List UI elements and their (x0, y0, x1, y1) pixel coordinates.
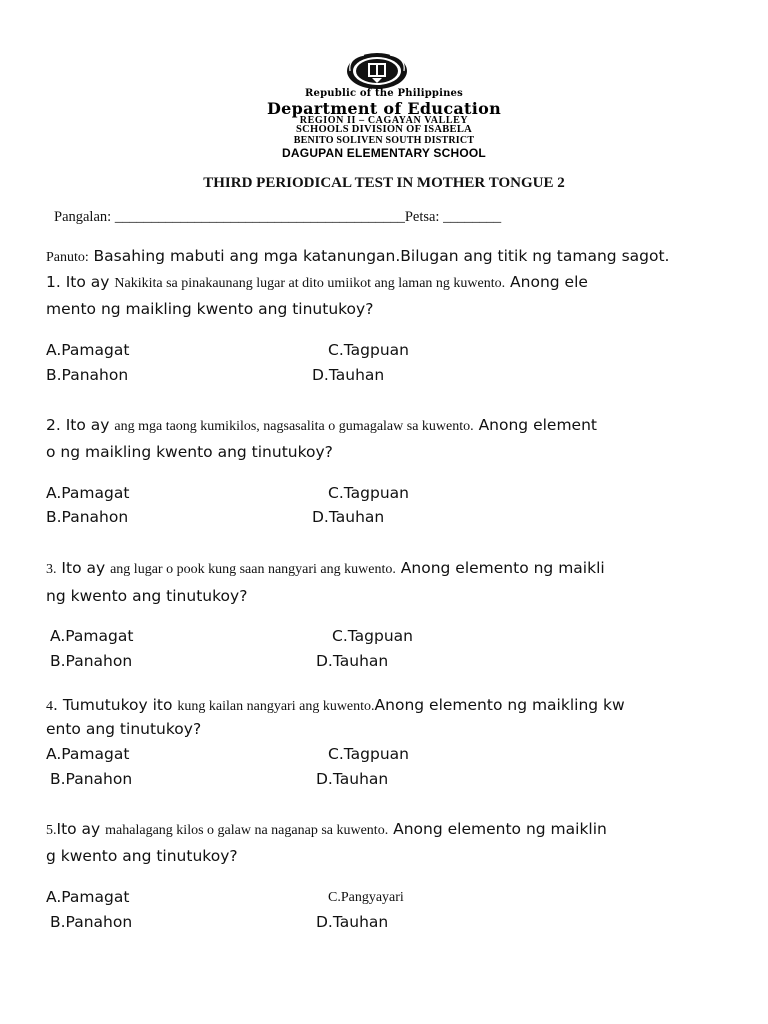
header-school: DAGUPAN ELEMENTARY SCHOOL (282, 146, 486, 160)
q4-option-d[interactable]: D.Tauhan (316, 770, 389, 788)
name-blank[interactable]: ________________________________________ (114, 209, 405, 225)
q3-option-d[interactable]: D.Tauhan (316, 652, 389, 670)
q5-option-a[interactable]: A.Pamagat (46, 888, 130, 906)
q1-option-b[interactable]: B.Panahon (46, 366, 129, 384)
header-department: Department of Education (266, 99, 502, 118)
name-date-line (54, 209, 501, 226)
header-republic: Republic of the Philippines (305, 88, 463, 99)
question-3-line-2: ng kwento ang tinutukoy? (46, 587, 248, 605)
instructions-label: Panuto: (46, 250, 89, 265)
question-1-line-1: 1. Ito ay Nakikita sa pinakaunang lugar at dito umiikot ang laman ng kuwento. Anong ele (46, 273, 588, 291)
question-4-line-1: 4. Tumutukoy ito kung kailan nangyari ang kuwento.Anong elemento ng maikling kw (46, 696, 625, 714)
q2-option-a[interactable]: A.Pamagat (46, 484, 130, 502)
deped-seal-icon (346, 52, 408, 90)
question-5-line-2: g kwento ang tinutukoy? (46, 847, 238, 865)
question-2-line-2: o ng maikling kwento ang tinutukoy? (46, 443, 333, 461)
instructions (46, 246, 669, 266)
q3-option-c[interactable]: C.Tagpuan (332, 627, 413, 645)
q4-option-b[interactable]: B.Panahon (50, 770, 133, 788)
q2-option-b[interactable]: B.Panahon (46, 508, 129, 526)
q5-option-d[interactable]: D.Tauhan (316, 913, 389, 931)
q1-option-d[interactable]: D.Tauhan (312, 366, 385, 384)
q5-option-c[interactable]: C.Pangyayari (328, 890, 404, 905)
q5-option-b[interactable]: B.Panahon (50, 913, 133, 931)
question-1-line-2: mento ng maikling kwento ang tinutukoy? (46, 300, 374, 318)
header-region: REGION II – CAGAYAN VALLEY (299, 115, 469, 126)
q4-option-c[interactable]: C.Tagpuan (328, 745, 409, 763)
date-blank[interactable]: ________ (443, 209, 502, 225)
q2-option-d[interactable]: D.Tauhan (312, 508, 385, 526)
header-district: BENITO SOLIVEN SOUTH DISTRICT (293, 135, 475, 146)
q3-option-b[interactable]: B.Panahon (50, 652, 133, 670)
name-label: Pangalan: (54, 209, 112, 225)
q4-option-a[interactable]: A.Pamagat (46, 745, 130, 763)
test-title: THIRD PERIODICAL TEST IN MOTHER TONGUE 2 (203, 175, 565, 191)
question-5-line-1: 5.Ito ay mahalagang kilos o galaw na naganap sa kuwento. Anong elemento ng maiklin (46, 820, 607, 838)
question-3-line-1: 3. Ito ay ang lugar o pook kung saan nangyari ang kuwento. Anong elemento ng maikli (46, 559, 605, 577)
q2-option-c[interactable]: C.Tagpuan (328, 484, 409, 502)
q1-option-a[interactable]: A.Pamagat (46, 341, 130, 359)
header-division: SCHOOLS DIVISION OF ISABELA (295, 124, 473, 135)
q3-option-a[interactable]: A.Pamagat (50, 627, 134, 645)
date-label: Petsa: (404, 209, 440, 225)
question-2-line-1: 2. Ito ay ang mga taong kumikilos, nagsasalita o gumagalaw sa kuwento. Anong element (46, 416, 597, 434)
instructions-text: Basahing mabuti ang mga katanungan.Bilugan ang titik ng tamang sagot. (93, 247, 670, 265)
question-4-line-2: ento ang tinutukoy? (46, 720, 202, 738)
q1-option-c[interactable]: C.Tagpuan (328, 341, 409, 359)
